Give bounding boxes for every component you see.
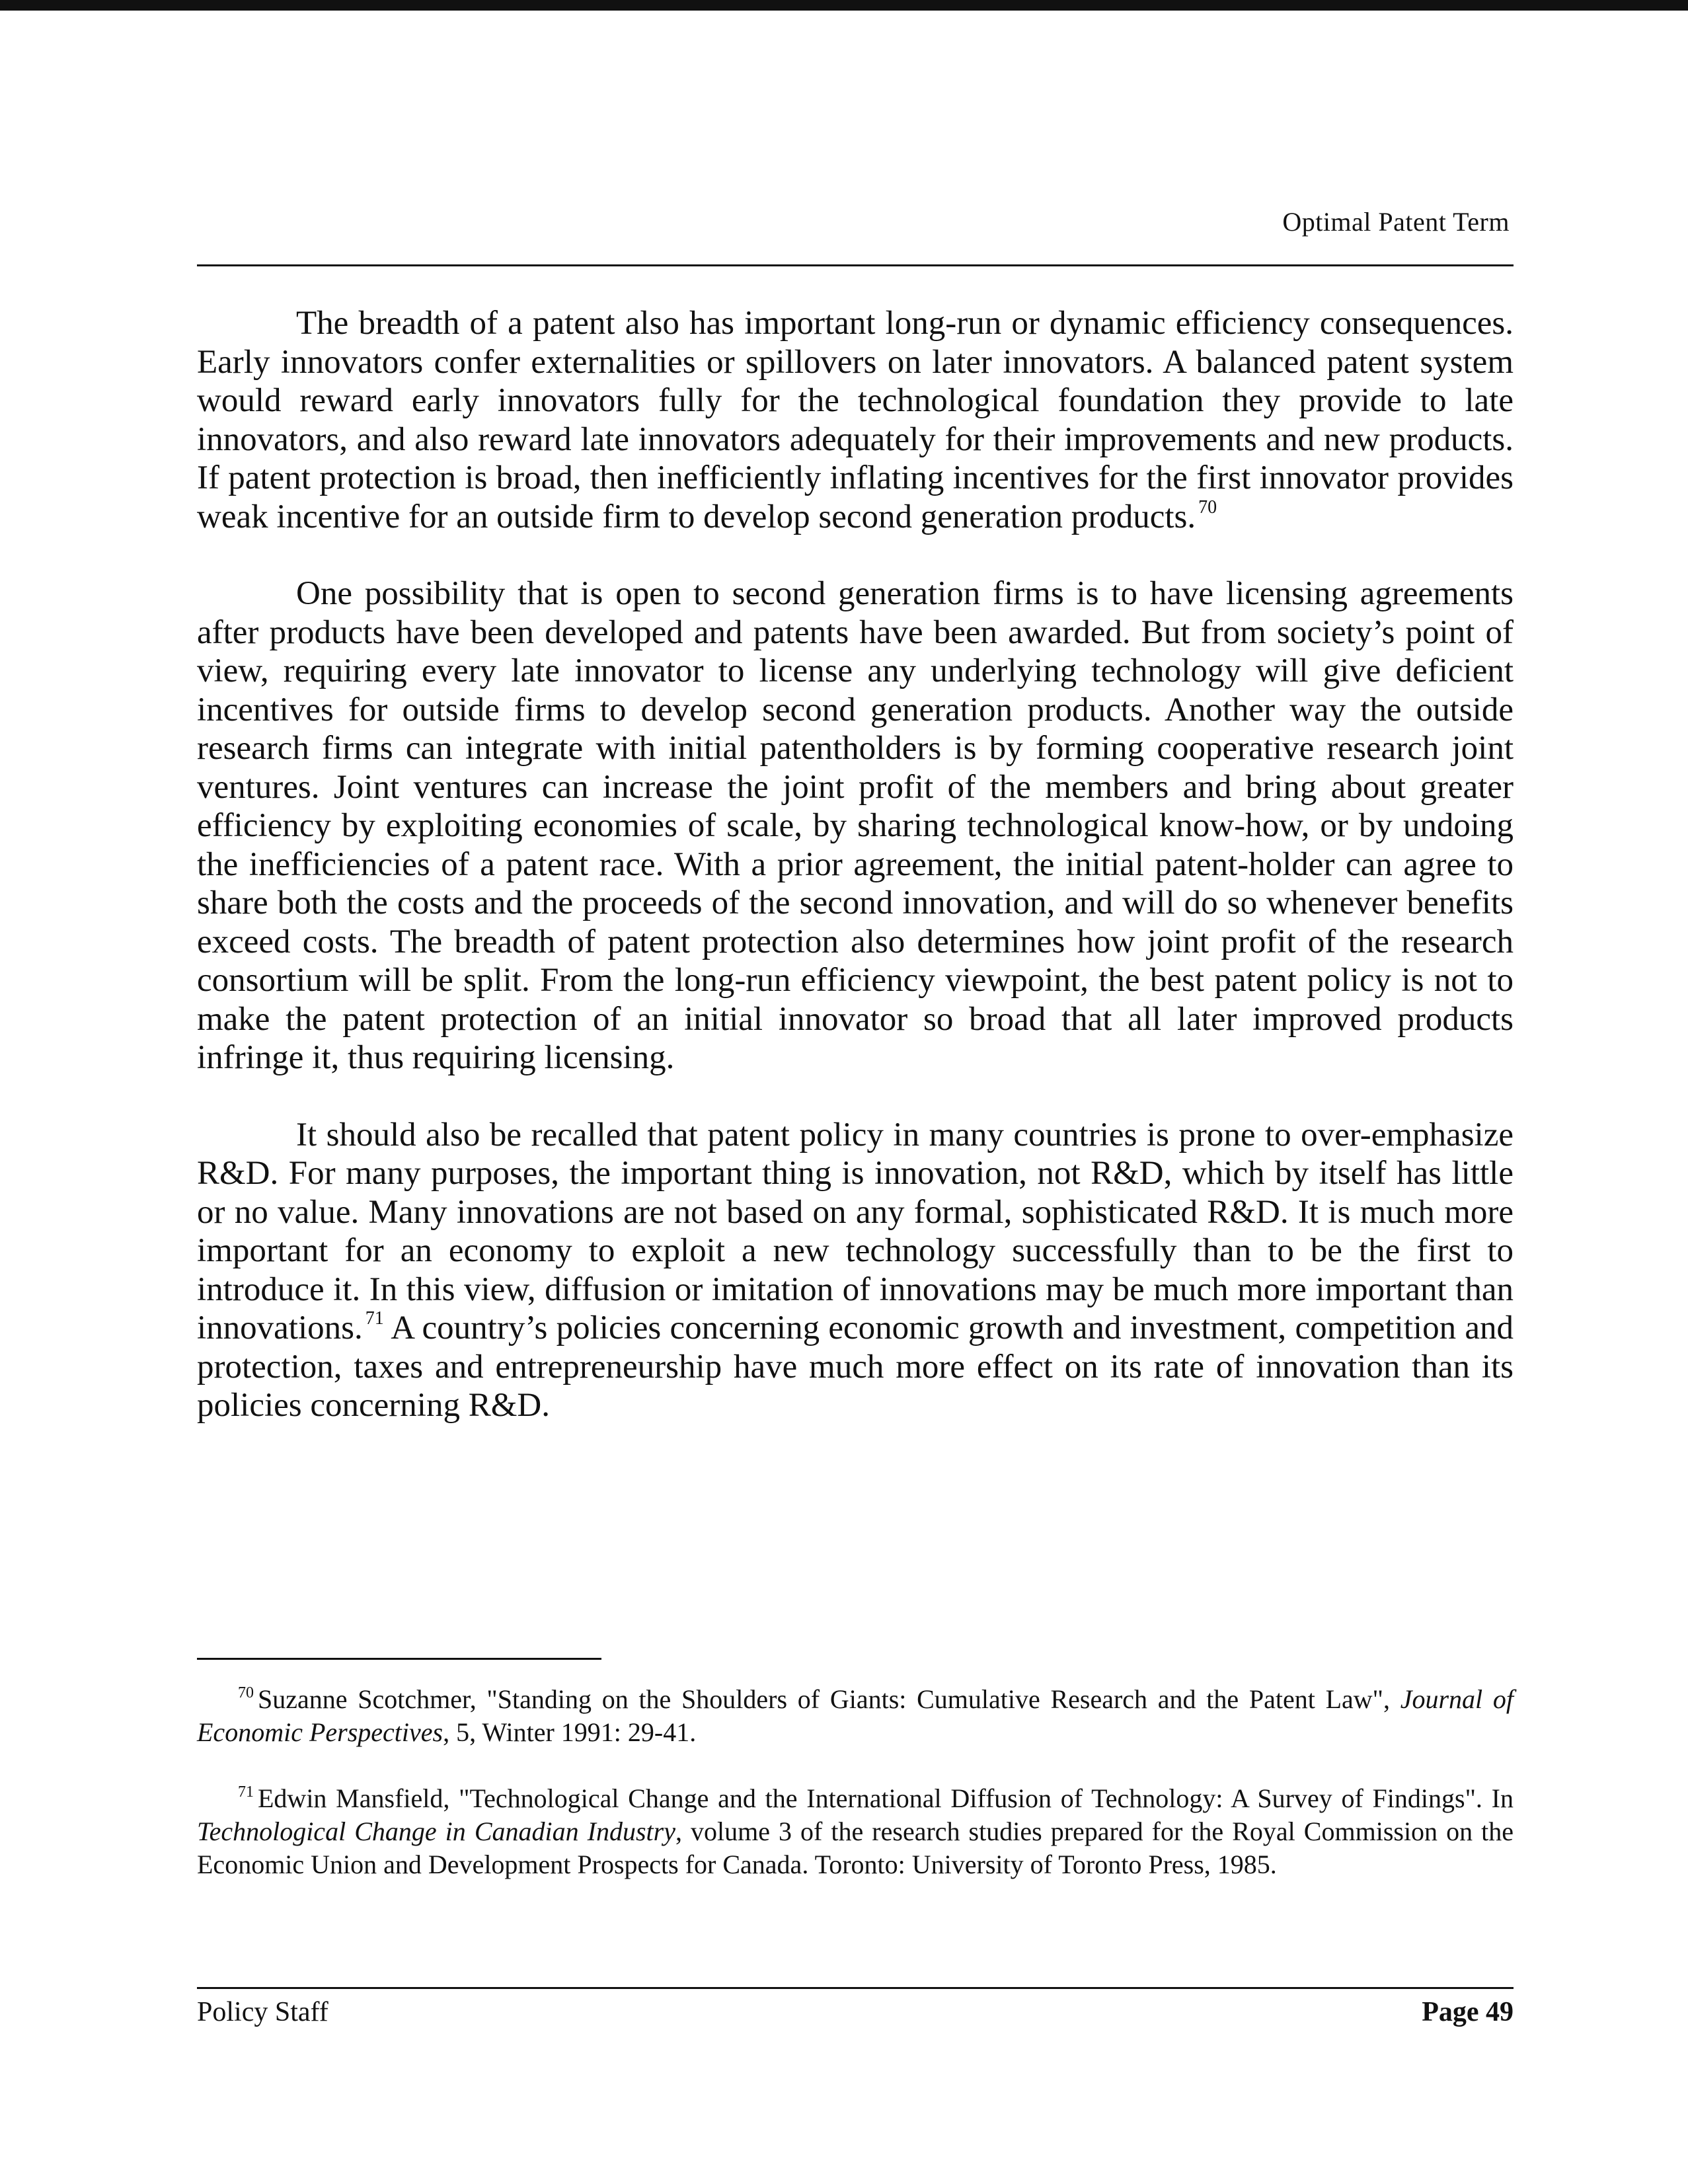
footnote-journal-title: Journal of Economic Perspectives — [197, 1684, 1514, 1747]
footnote-number: 71 — [238, 1783, 254, 1801]
footnote-70 — [197, 1683, 1514, 1749]
paragraph-1 — [197, 304, 1514, 536]
paragraph-3 — [197, 1116, 1514, 1425]
running-header: Optimal Patent Term — [1282, 207, 1510, 237]
footnote-text-end: , 5, Winter 1991: 29-41. — [443, 1717, 697, 1747]
paragraph-2-text: One possibility that is open to second generation firms is to have licensing agreements after products have been developed and patents have been awarded. But from society’s point of view, requiring every late innovator to license any underlying technology will give deficient incentives for outside firms to develop second generation products. Another way the outside research firms can integrate with initial patentholders is by forming cooperative research joint ventures. Joint ventures can increase the joint profit of the members and bring about greater efficiency by exploiting economies of scale, by sharing technological know-how, or by undoing the inefficiencies of a patent race. With a prior agreement, the initial patent-holder can agree to share both the costs and the proceeds of the second innovation, and will do so whenever benefits exceed costs. The breadth of patent protection also determines how joint profit of the research consortium will be split. From the long-run efficiency viewpoint, the best patent policy is not to make the patent protection of an initial innovator so broad that all later improved products infringe it, thus requiring licensing. — [197, 575, 1514, 1076]
footnote-book-title: Technological Change in Canadian Industry — [197, 1816, 675, 1846]
paragraph-3-text-b: A country’s policies concerning economic growth and investment, competition and protection, taxes and entrepreneurship have much more effect on its rate of innovation than its policies concerning R&D. — [197, 1309, 1514, 1424]
page-number: Page 49 — [1422, 1997, 1514, 2027]
body-text — [197, 304, 1514, 1463]
footer-rule — [197, 1987, 1514, 1989]
footnote-71 — [197, 1782, 1514, 1881]
footnote-ref-71[interactable]: 71 — [365, 1308, 384, 1329]
footnote-text: Suzanne Scotchmer, "Standing on the Shoulders of Giants: Cumulative Research and the Patent Law", — [258, 1684, 1400, 1714]
paragraph-2 — [197, 574, 1514, 1077]
scan-top-edge — [0, 0, 1688, 11]
footer-org: Policy Staff — [197, 1997, 328, 2027]
paragraph-1-text: The breadth of a patent also has important long-run or dynamic efficiency consequences. Early innovators confer externalities or spillovers on later innovators. A balanced patent system would reward early innovators fully for the technological foundation they provide to late innovators, and also reward late innovators adequately for their improvements and new products. If patent protection is broad, then inefficiently inflating incentives for the first innovator provides weak incentive for an outside firm to develop second generation products. — [197, 305, 1514, 535]
footnote-text-end: , volume 3 of the research studies prepared for the Royal Commission on the Economic Union and Development Prospects for Canada. Toronto: University of Toronto Press, 1985. — [197, 1816, 1514, 1879]
paragraph-3-text-a: It should also be recalled that patent policy in many countries is prone to over-emphasize R&D. For many purposes, the important thing is innovation, not R&D, which by itself has little or no value. Many innovations are not based on any formal, sophisticated R&D. It is much more important for an economy to exploit a new technology successfully than to be the first to introduce it. In this view, diffusion or imitation of innovations may be much more important than innovations. — [197, 1116, 1514, 1346]
footnote-ref-70[interactable]: 70 — [1198, 496, 1217, 518]
footnote-text: Edwin Mansfield, "Technological Change and the International Diffusion of Technology: A Survey of Findings". In — [258, 1783, 1514, 1813]
footnote-separator — [197, 1658, 601, 1660]
footnote-number: 70 — [238, 1684, 254, 1701]
header-rule — [197, 264, 1514, 266]
footnotes — [197, 1683, 1514, 1914]
